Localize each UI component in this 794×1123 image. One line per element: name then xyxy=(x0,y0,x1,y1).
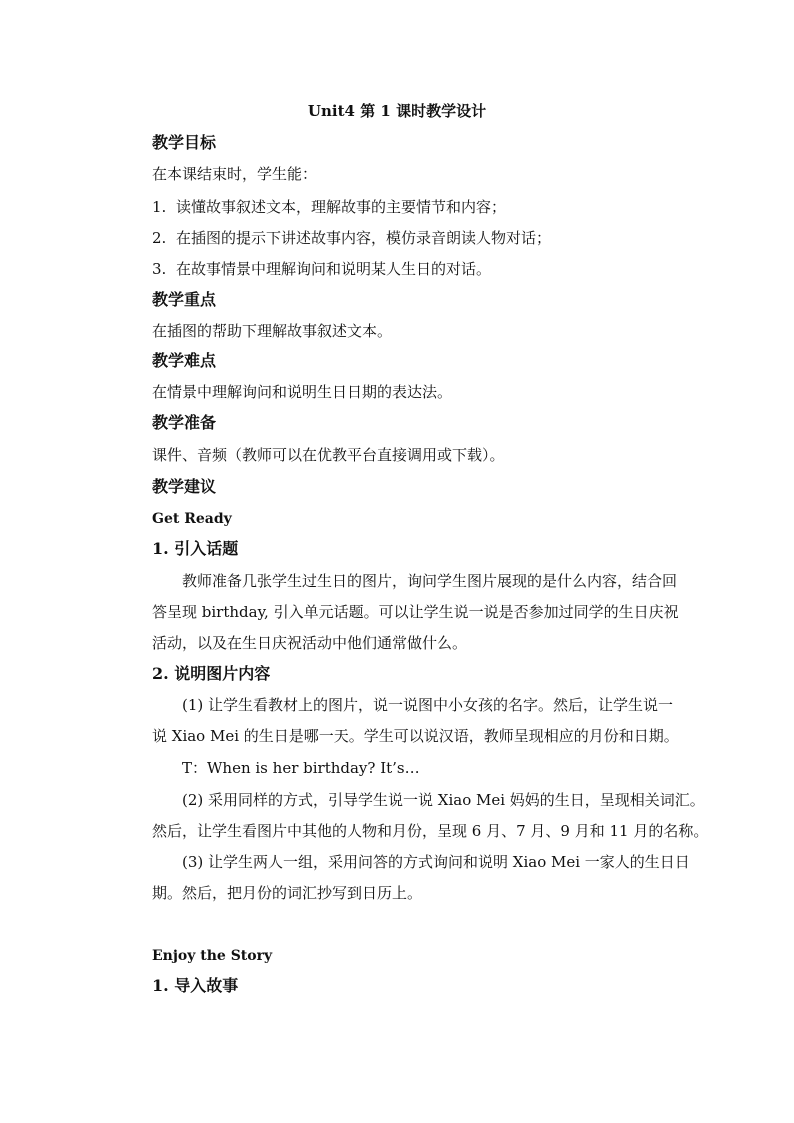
step2-p3-line-1: (3) 让学生两人一组，采用问答的方式询问和说明 Xiao Mei 一家人的生日日 xyxy=(182,853,690,871)
step1-line-1: 教师准备几张学生过生日的图片，询问学生图片展现的是什么内容，结合回 xyxy=(182,572,678,590)
objective-item-text: 在故事情景中理解询问和说明某人生日的对话。 xyxy=(176,260,492,278)
enjoy-step1-heading: 1. 导入故事 xyxy=(152,976,239,995)
objective-item-number: 2. xyxy=(152,229,167,247)
objective-item-number: 3. xyxy=(152,260,167,278)
objective-item-3 xyxy=(152,259,491,279)
step2-p2-line-2: 然后，让学生看图片中其他的人物和月份，呈现 6 月、7 月、9 月和 11 月的名称。 xyxy=(152,822,709,840)
step1-line-3: 活动，以及在生日庆祝活动中他们通常做什么。 xyxy=(152,634,468,652)
step2-p1-line-1: (1) 让学生看教材上的图片，说一说图中小女孩的名字。然后，让学生说一 xyxy=(182,696,674,714)
objectives-heading: 教学目标 xyxy=(152,133,217,152)
dialog-line: T：When is her birthday? It’s… xyxy=(182,759,420,777)
preparation-text: 课件、音频（教师可以在优教平台直接调用或下载）。 xyxy=(152,446,505,464)
enjoy-story-heading: Enjoy the Story xyxy=(152,948,273,964)
objective-item-2 xyxy=(152,228,551,248)
key-points-text: 在插图的帮助下理解故事叙述文本。 xyxy=(152,322,393,340)
step1-line-2: 答呈现 birthday, 引入单元话题。可以让学生说一说是否参加过同学的生日庆祝 xyxy=(152,603,679,621)
step2-p1-line-2: 说 Xiao Mei 的生日是哪一天。学生可以说汉语，教师呈现相应的月份和日期。 xyxy=(152,727,679,745)
step2-p3-line-2: 期。然后，把月份的词汇抄写到日历上。 xyxy=(152,884,423,902)
objective-item-number: 1. xyxy=(152,198,167,216)
step1-heading: 1. 引入话题 xyxy=(152,539,239,558)
key-points-heading: 教学重点 xyxy=(152,290,217,309)
objectives-intro: 在本课结束时，学生能： xyxy=(152,165,318,183)
difficulties-text: 在情景中理解询问和说明生日日期的表达法。 xyxy=(152,383,453,401)
step2-p2-line-1: (2) 采用同样的方式，引导学生说一说 Xiao Mei 妈妈的生日，呈现相关词汇。 xyxy=(182,791,705,809)
get-ready-heading: Get Ready xyxy=(152,511,232,527)
objective-item-1 xyxy=(152,197,506,217)
step2-heading: 2. 说明图片内容 xyxy=(152,664,271,683)
suggestions-heading: 教学建议 xyxy=(152,477,217,496)
objective-item-text: 在插图的提示下讲述故事内容，模仿录音朗读人物对话； xyxy=(176,229,552,247)
difficulties-heading: 教学难点 xyxy=(152,351,217,370)
preparation-heading: 教学准备 xyxy=(152,413,217,432)
document-title: Unit4 第 1 课时教学设计 xyxy=(307,102,487,120)
objective-item-text: 读懂故事叙述文本，理解故事的主要情节和内容； xyxy=(176,198,507,216)
